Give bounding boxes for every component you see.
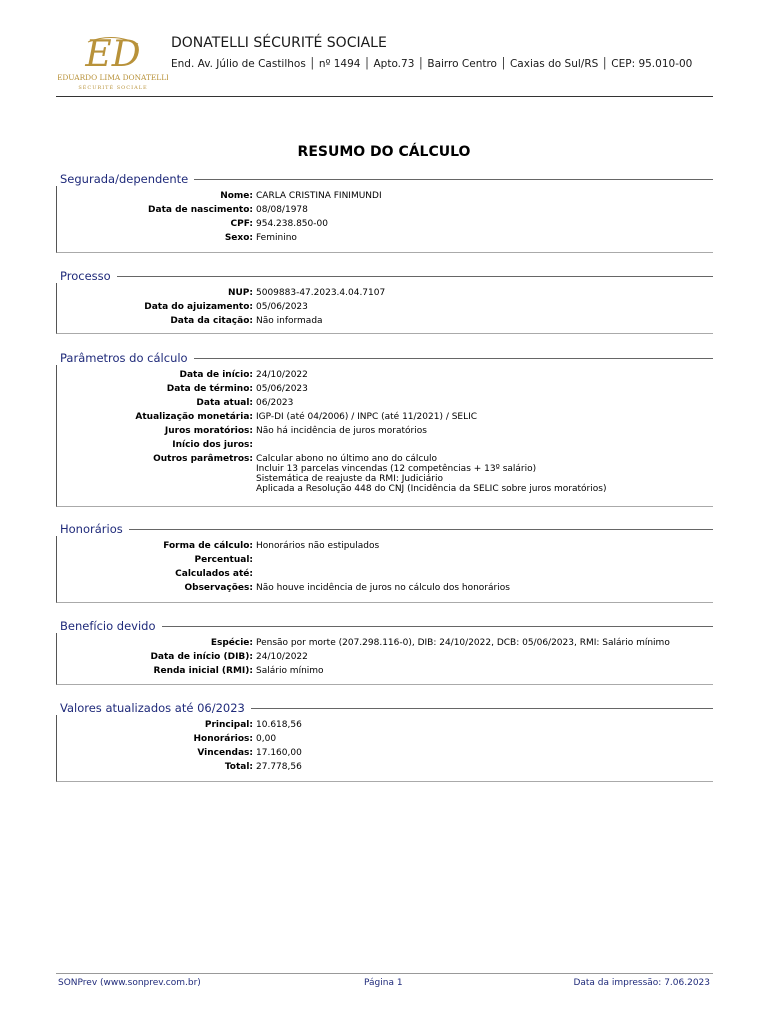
field-row bbox=[56, 734, 713, 744]
field-value: Não houve incidência de juros no cálculo dos honorários bbox=[256, 583, 510, 593]
section-beneficio bbox=[56, 619, 713, 685]
field-value bbox=[253, 555, 256, 565]
field-label: Data do ajuizamento: bbox=[144, 302, 253, 312]
footer-page-number: Página 1 bbox=[364, 978, 403, 988]
field-label: Percentual: bbox=[194, 555, 253, 565]
field-value-multiline bbox=[253, 454, 606, 494]
field-row bbox=[56, 583, 713, 593]
field-value: 08/08/1978 bbox=[256, 205, 308, 215]
field-value: 17.160,00 bbox=[256, 748, 302, 758]
section-honorarios bbox=[56, 522, 713, 603]
field-value: 24/10/2022 bbox=[256, 652, 308, 662]
company-name: DONATELLI SÉCURITÉ SOCIALE bbox=[171, 35, 387, 51]
field-value: 27.778,56 bbox=[256, 762, 302, 772]
field-label: Honorários: bbox=[193, 734, 253, 744]
field-value: 0,00 bbox=[256, 734, 277, 744]
field-row bbox=[56, 288, 713, 298]
field-value: 24/10/2022 bbox=[256, 370, 308, 380]
field-label: Nome: bbox=[220, 191, 253, 201]
section-segurada bbox=[56, 172, 713, 253]
section-legend: Valores atualizados até 06/2023 bbox=[56, 701, 251, 715]
company-logo bbox=[58, 30, 168, 94]
field-label: Outros parâmetros: bbox=[153, 454, 253, 464]
field-row bbox=[56, 233, 713, 243]
field-value: 954.238.850-00 bbox=[256, 219, 328, 229]
field-value: Feminino bbox=[256, 233, 297, 243]
field-row bbox=[56, 454, 713, 494]
field-label: Espécie: bbox=[210, 638, 253, 648]
field-value: Não informada bbox=[256, 316, 323, 326]
field-value: 5009883-47.2023.4.04.7107 bbox=[256, 288, 386, 298]
field-label: Data de início (DIB): bbox=[150, 652, 253, 662]
field-label: Data de início: bbox=[179, 370, 253, 380]
field-value: Não há incidência de juros moratórios bbox=[256, 426, 427, 436]
field-row bbox=[56, 652, 713, 662]
header-divider bbox=[56, 96, 713, 97]
field-row bbox=[56, 205, 713, 215]
field-label: Data de nascimento: bbox=[148, 205, 253, 215]
section-parametros bbox=[56, 351, 713, 507]
field-row bbox=[56, 440, 713, 450]
field-value: 05/06/2023 bbox=[256, 384, 308, 394]
field-label: NUP: bbox=[227, 288, 253, 298]
param-line: Aplicada a Resolução 448 do CNJ (Incidência da SELIC sobre juros moratórios) bbox=[256, 484, 607, 494]
field-label: CPF: bbox=[230, 219, 253, 229]
section-legend: Parâmetros do cálculo bbox=[56, 351, 194, 365]
field-label: Juros moratórios: bbox=[164, 426, 253, 436]
field-row bbox=[56, 302, 713, 312]
field-row bbox=[56, 748, 713, 758]
field-label: Data atual: bbox=[196, 398, 253, 408]
field-row bbox=[56, 426, 713, 436]
footer-source-link[interactable]: SONPrev (www.sonprev.com.br) bbox=[58, 978, 201, 988]
field-value bbox=[253, 440, 256, 450]
field-value: Salário mínimo bbox=[256, 666, 324, 676]
section-processo bbox=[56, 269, 713, 334]
field-value: CARLA CRISTINA FINIMUNDI bbox=[256, 191, 382, 201]
section-valores bbox=[56, 701, 713, 782]
field-value: 06/2023 bbox=[256, 398, 294, 408]
field-row bbox=[56, 316, 713, 326]
field-value: 10.618,56 bbox=[256, 720, 302, 730]
field-value: Honorários não estipulados bbox=[256, 541, 380, 551]
logo-text: EDUARDO LIMA DONATELLI bbox=[58, 73, 168, 82]
field-row bbox=[56, 219, 713, 229]
field-row bbox=[56, 555, 713, 565]
field-label: Atualização monetária: bbox=[135, 412, 253, 422]
section-legend: Honorários bbox=[56, 522, 129, 536]
param-line: Sistemática de reajuste da RMI: Judiciário bbox=[256, 474, 443, 484]
field-row bbox=[56, 398, 713, 408]
field-value: 05/06/2023 bbox=[256, 302, 308, 312]
field-value: Pensão por morte (207.298.116-0), DIB: 24/10/2022, DCB: 05/06/2023, RMI: Salário mínimo bbox=[256, 638, 670, 648]
field-label: Calculados até: bbox=[175, 569, 253, 579]
field-row bbox=[56, 384, 713, 394]
field-label: Observações: bbox=[184, 583, 253, 593]
section-legend: Benefício devido bbox=[56, 619, 162, 633]
field-label: Total: bbox=[224, 762, 253, 772]
field-label: Data da citação: bbox=[170, 316, 253, 326]
field-row bbox=[56, 412, 713, 422]
field-label: Início dos juros: bbox=[172, 440, 253, 450]
field-row bbox=[56, 720, 713, 730]
document-title: RESUMO DO CÁLCULO bbox=[297, 144, 471, 160]
param-line: Calcular abono no último ano do cálculo bbox=[256, 454, 438, 464]
field-label: Vincendas: bbox=[197, 748, 253, 758]
param-line: Incluir 13 parcelas vincendas (12 competências + 13º salário) bbox=[256, 464, 537, 474]
field-value bbox=[253, 569, 256, 579]
section-legend: Processo bbox=[56, 269, 117, 283]
field-label: Principal: bbox=[204, 720, 253, 730]
field-label: Forma de cálculo: bbox=[163, 541, 253, 551]
field-value: IGP-DI (até 04/2006) / INPC (até 11/2021) / SELIC bbox=[256, 412, 478, 422]
footer-print-date: Data da impressão: 7.06.2023 bbox=[573, 978, 710, 988]
field-label: Data de término: bbox=[166, 384, 253, 394]
svg-text:ED: ED bbox=[85, 34, 141, 75]
field-row bbox=[56, 762, 713, 772]
field-row bbox=[56, 569, 713, 579]
section-legend: Segurada/dependente bbox=[56, 172, 194, 186]
field-label: Sexo: bbox=[224, 233, 253, 243]
field-row bbox=[56, 666, 713, 676]
field-label: Renda inicial (RMI): bbox=[153, 666, 253, 676]
field-row bbox=[56, 370, 713, 380]
footer-divider bbox=[56, 973, 713, 974]
field-row bbox=[56, 191, 713, 201]
field-row bbox=[56, 638, 713, 648]
logo-subtext: SÉCURITÉ SOCIALE bbox=[78, 85, 148, 91]
field-row bbox=[56, 541, 713, 551]
company-address: End. Av. Júlio de Castilhos │ nº 1494 │ Apto.73 │ Bairro Centro │ Caxias do Sul/RS │ CEP: 95.010-00 bbox=[171, 58, 693, 70]
